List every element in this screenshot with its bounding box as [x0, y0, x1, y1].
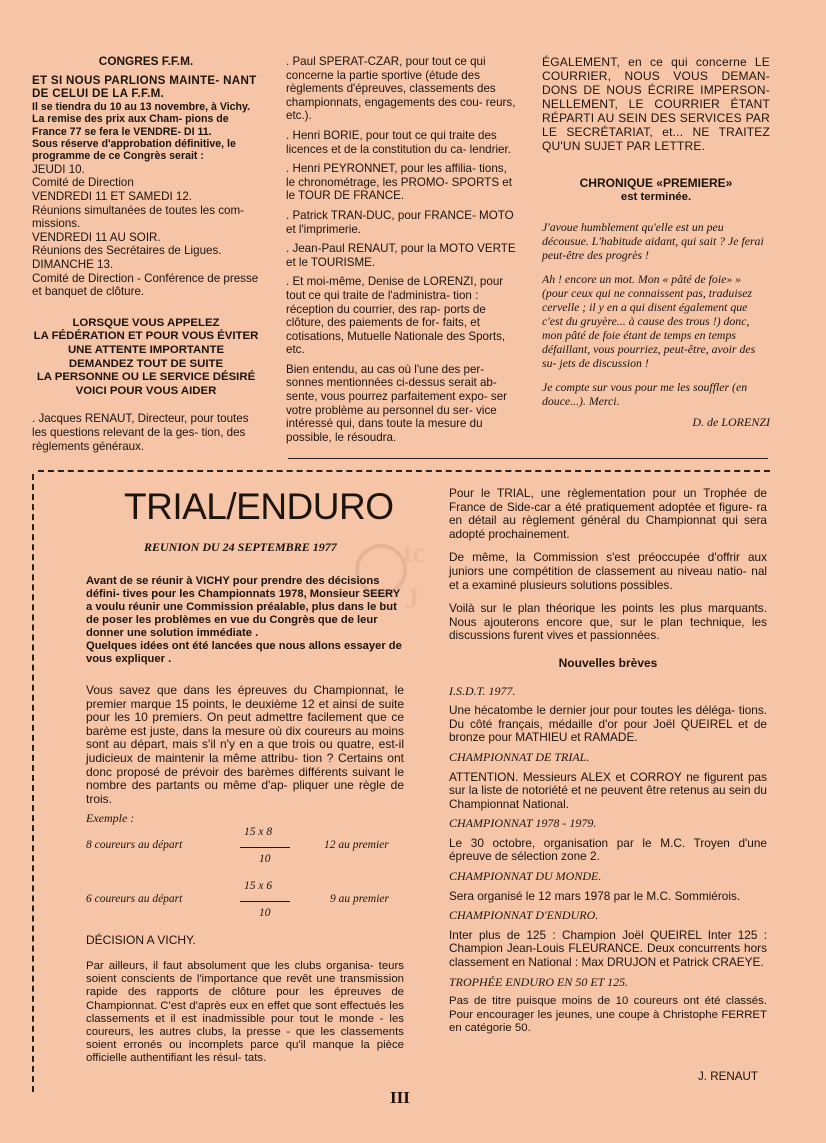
breve-text: Sera organisé le 12 mars 1978 par le M.C. Sommiérois.	[449, 888, 741, 903]
svg-text:tc: tc	[403, 538, 425, 569]
example-1-denominator: 10	[259, 853, 271, 865]
congres-dates: Il se tiendra du 10 au 13 novembre, à Vichy. La remise des prix aux Cham- pions de France 77 se fera le VENDRE- DI 11.	[32, 100, 251, 138]
breve-item	[449, 870, 767, 903]
programme-intro: Sous réserve d'approbation définitive, le programme de ce Congrès serait :	[32, 138, 236, 163]
section-rule	[288, 458, 768, 459]
chronique-signature: D. de LORENZI	[692, 415, 770, 430]
contact-item: . Paul SPERAT-CZAR, pour tout ce qui concerne la partie sportive (étude des règlements d'épreuves, classements des championnats, engagements des cou- reurs, etc.).	[286, 55, 516, 123]
breve-item	[449, 685, 767, 745]
breves-title: Nouvelles brèves	[558, 655, 658, 670]
example-2-denominator: 10	[259, 907, 271, 919]
breve-heading: CHAMPIONNAT DU MONDE.	[449, 869, 602, 884]
appel-line: LORSQUE VOUS APPELEZ	[72, 316, 220, 329]
chronique-subtitle: est terminée.	[620, 190, 692, 203]
trial-body-1: Vous savez que dans les épreuves du Championnat, le premier marque 15 points, le deuxième 12 et ainsi de suite pour les 10 premiers. On peut admettre facilement que ce barème est juste, dans la mesure où dix coureurs au moins sont au départ, mais s'il n'y en a que trois ou quatre, est-il judicieux de maintenir la même attribu- tion ? Certains ont donc proposé de prévoir des barèmes différents suivant le nombre des partants ou même d'ap- pliquer une règle de trois.	[86, 683, 404, 806]
programme-desc: Comité de Direction - Conférence de presse et banquet de clôture.	[32, 271, 259, 299]
breve-heading: CHAMPIONNAT D'ENDURO.	[449, 908, 599, 923]
appel-line: UNE ATTENTE IMPORTANTE	[67, 343, 225, 356]
chronique-para: J'avoue humblement qu'elle est un peu décousue. L'habitude aidant, qui sait ? Je ferai peut-être des progrès !	[542, 220, 764, 263]
chronique-para: Je compte sur vous pour me les souffler (en douce...). Merci.	[542, 380, 748, 409]
programme-day: DIMANCHE 13.	[32, 257, 114, 271]
exemple-label: Exemple :	[86, 811, 135, 825]
breve-text: Une hécatombe le dernier jour pour toutes les déléga- tions. Du côté français, médaille d'or pour Joël QUEIREL et de bronze pour MATHIEU et RAMADE.	[449, 703, 767, 745]
page-number: III	[390, 1088, 410, 1107]
breve-item	[449, 976, 767, 1036]
programme-day: JEUDI 10.	[32, 162, 85, 176]
contact-item: . Et moi-même, Denise de LORENZI, pour tout ce qui traite de l'administra- tion : réception du courrier, des rap- ports de clôture, des paiements de for- faits, et cotisations, Mutuelle Nationale des Sports, etc.	[286, 275, 506, 357]
contact-item: . Henri BORIE, pour tout ce qui traite des licences et de la constitution du ca- lendrier.	[286, 128, 511, 156]
chronique-title: CHRONIQUE «PREMIERE»	[579, 176, 733, 190]
svg-text:J: J	[405, 584, 419, 615]
breve-heading: CHAMPIONNAT DE TRIAL.	[449, 749, 590, 764]
example-1-numerator: 15 x 8	[244, 826, 273, 838]
example-2-numerator: 15 x 6	[244, 880, 273, 892]
trial-intro-2: Quelques idées ont été lancées que nous allons essayer de vous expliquer .	[86, 640, 402, 665]
example-2-label: 6 coureurs au départ	[86, 893, 183, 905]
example-1-result: 12 au premier	[324, 839, 389, 851]
breve-text: Inter plus de 125 : Champion Joël QUEIREL Inter 125 : Champion Jean-Louis FLEURANCE. Deux concurrents hors classement en National : Max DRUJON et Patrick CRAEYE.	[449, 927, 767, 970]
contact-note: Bien entendu, au cas où l'une des per- sonnes mentionnées ci-dessus serait ab- sente, vous pourrez parfaitement expo- ser votre problème au personnel du ser- vice intéressé qui, dans toute la mesure du possible, le résoudra.	[286, 362, 508, 444]
programme-desc: Réunions des Secrétaires de Ligues.	[32, 244, 222, 258]
trial-intro: Avant de se réunir à VICHY pour prendre des décisions défini- tives pour les Championnats 1978, Monsieur SEERY a voulu réunir une Commission préalable, plus dans le but de poser les problèmes en vue du Congrès que de leur donner une solution immédiate .	[86, 575, 400, 639]
example-2-result: 9 au premier	[330, 893, 389, 905]
programme-desc: Comité de Direction	[32, 176, 134, 190]
trial-body-2: Par ailleurs, il faut absolument que les clubs organisa- teurs soient conscients de l'importance que revêt une transmission rapide des rapports de clôture pour les épreuves de Championnat. C'est d'après eux en effet que sont effectués les classements et il est inadmissible pour tout le monde - les coureurs, les autres clubs, la presse - que les classements soient erronés ou incomplets parce qu'il manque la pièce officielle authentifiant les résul- tats.	[86, 960, 404, 1065]
appel-block	[32, 317, 260, 399]
programme-desc: Réunions simultanées de toutes les com- missions.	[32, 203, 245, 231]
breve-text: Pas de titre puisque moins de 10 coureurs ont été classés. Pour encourager les jeunes, une coupe à Christophe FERRET en catégorie 50.	[449, 995, 767, 1035]
appel-line: LA FÉDÉRATION ET POUR VOUS ÉVITER	[33, 330, 259, 343]
breve-heading: CHAMPIONNAT 1978 - 1979.	[449, 816, 597, 831]
breve-heading: I.S.D.T. 1977.	[449, 683, 516, 698]
breve-item	[449, 909, 767, 969]
renaut-contact: . Jacques RENAUT, Directeur, pour toutes les questions relevant de la ges- tion, des règlements généraux.	[32, 412, 249, 453]
appel-line: LA PERSONNE OU LE SERVICE DÉSIRÉ	[36, 371, 256, 384]
chronique-para: Ah ! encore un mot. Mon « pâté de foie» » (pour ceux qui ne connaissent pas, traduisez cervelle ; il y en a qui disent également que c'est du gruyère... à cause des trous !) donc, mon pâté de foie étant de temps en temps défaillant, vous pourriez, peut-être, avoir des su- jets de discussion !	[542, 272, 756, 371]
contacts-column	[286, 55, 518, 450]
congres-title: CONGRES F.F.M.	[98, 54, 194, 68]
decision-heading: DÉCISION A VICHY.	[86, 933, 196, 947]
appel-line: VOICI POUR VOUS AIDER	[75, 384, 217, 397]
congres-column	[32, 55, 260, 459]
appel-line: DEMANDEZ TOUT DE SUITE	[68, 357, 224, 370]
trial-signature: J. RENAUT	[698, 1070, 758, 1083]
trial-right-column	[449, 487, 767, 1042]
programme-day: VENDREDI 11 ET SAMEDI 12.	[32, 190, 193, 203]
breve-heading: TROPHÉE ENDURO EN 50 ET 125.	[449, 974, 629, 989]
trial-right-para: De même, la Commission s'est préoccupée d'offrir aux juniors une compétition de classement au niveau natio- nal et a examiné plusieurs solutions possibles.	[449, 550, 767, 592]
trial-title: TRIAL/ENDURO	[124, 486, 394, 527]
example-1-fraction-bar	[240, 847, 290, 848]
contact-item: . Jean-Paul RENAUT, pour la MOTO VERTE et le TOURISME.	[286, 242, 516, 269]
trial-right-para: Voilà sur le plan théorique les points les plus marquants. Nous ajouterons encore que, sur le plan technique, les discussions furent vives et passionnées.	[449, 601, 767, 643]
trial-frame-left	[32, 474, 34, 1092]
breve-item	[449, 751, 767, 811]
congres-lead: ET SI NOUS PARLIONS MAINTE- NANT DE CELUI DE LA F.F.M.	[32, 73, 257, 101]
contact-item: . Henri PEYRONNET, pour les affilia- tions, le chronométrage, les PROMO- SPORTS et le TOUR DE FRANCE.	[286, 162, 512, 203]
contact-item: . Patrick TRAN-DUC, pour FRANCE- MOTO et l'imprimerie.	[286, 208, 514, 236]
trial-intro-block	[86, 575, 408, 666]
trial-frame-top	[38, 470, 770, 472]
trial-subtitle: REUNION DU 24 SEPTEMBRE 1977	[144, 540, 337, 554]
trial-right-para: Pour le TRIAL, une règlementation pour un Trophée de France de Side-car a été pratiquement adoptée et figure- ra en détail au règlement général du Championnat qui sera adopté prochainement.	[449, 486, 767, 541]
example-1-label: 8 coureurs au départ	[86, 839, 183, 851]
courrier-notice: ÉGALEMENT, en ce qui concerne LE COURRIER, NOUS VOUS DEMAN- DONS DE NOUS ÉCRIRE IMPERSON- NELLEMENT, LE COURRIER ÉTANT RÉPARTI AU SEIN DES SERVICES PAR LE SECRÉTARIAT, et... NE TRAITEZ QU'UN SUJET PAR LETTRE.	[542, 55, 770, 153]
breve-text: Le 30 octobre, organisation par le M.C. Troyen d'une épreuve de sélection zone 2.	[449, 835, 767, 864]
breve-text: ATTENTION. Messieurs ALEX et CORROY ne figurent pas sur la liste de notoriété et ne peuvent être retenus au sein du Championnat National.	[449, 769, 767, 811]
example-2-fraction-bar	[240, 901, 290, 902]
programme-day: VENDREDI 11 AU SOIR.	[32, 230, 161, 244]
breve-item	[449, 817, 767, 864]
chronique-column	[542, 55, 770, 430]
programme-list	[32, 163, 260, 299]
